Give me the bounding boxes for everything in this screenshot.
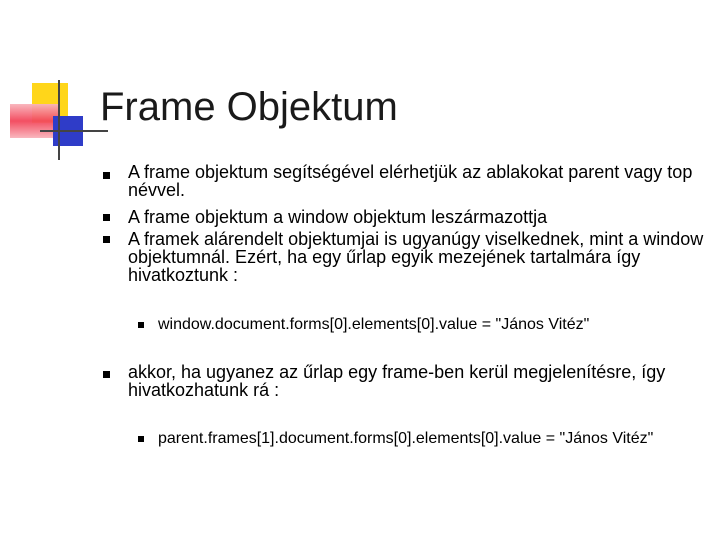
- sub-bullet-item-1: [158, 316, 688, 333]
- logo-horizontal-line: [40, 130, 108, 132]
- bullet-square-icon: [103, 172, 110, 179]
- bullet-text: akkor, ha ugyanez az űrlap egy frame-ben kerül megjelenítésre, így hivatkozhatunk rá :: [128, 362, 666, 400]
- bullet-text: window.document.forms[0].elements[0].value = "János Vitéz": [158, 316, 590, 333]
- bullet-text: A frame objektum segítségével elérhetjük az ablakokat parent vagy top névvel.: [128, 162, 693, 200]
- bullet-item-1: [128, 163, 708, 199]
- bullet-item-2: [128, 208, 708, 226]
- bullet-item-3: [128, 230, 708, 284]
- logo-vertical-line: [58, 80, 60, 160]
- bullet-text: parent.frames[1].document.forms[0].elements[0].value = "János Vitéz": [158, 430, 654, 447]
- bullet-square-icon: [103, 236, 110, 243]
- bullet-text: A frame objektum a window objektum leszármazottja: [128, 207, 548, 227]
- slide-title: Frame Objektum: [100, 85, 398, 129]
- bullet-item-4: [128, 363, 708, 399]
- bullet-text: A framek alárendelt objektumjai is ugyanúgy viselkednek, mint a window objektumnál. Ezért, ha egy űrlap egyik mezejének tartalmára így hivatkoztunk :: [128, 229, 704, 285]
- bullet-square-icon: [103, 214, 110, 221]
- sub-bullet-item-2: [158, 430, 688, 447]
- bullet-square-icon: [138, 436, 144, 442]
- bullet-square-icon: [138, 322, 144, 328]
- logo-graphic: [0, 0, 110, 170]
- bullet-square-icon: [103, 371, 110, 378]
